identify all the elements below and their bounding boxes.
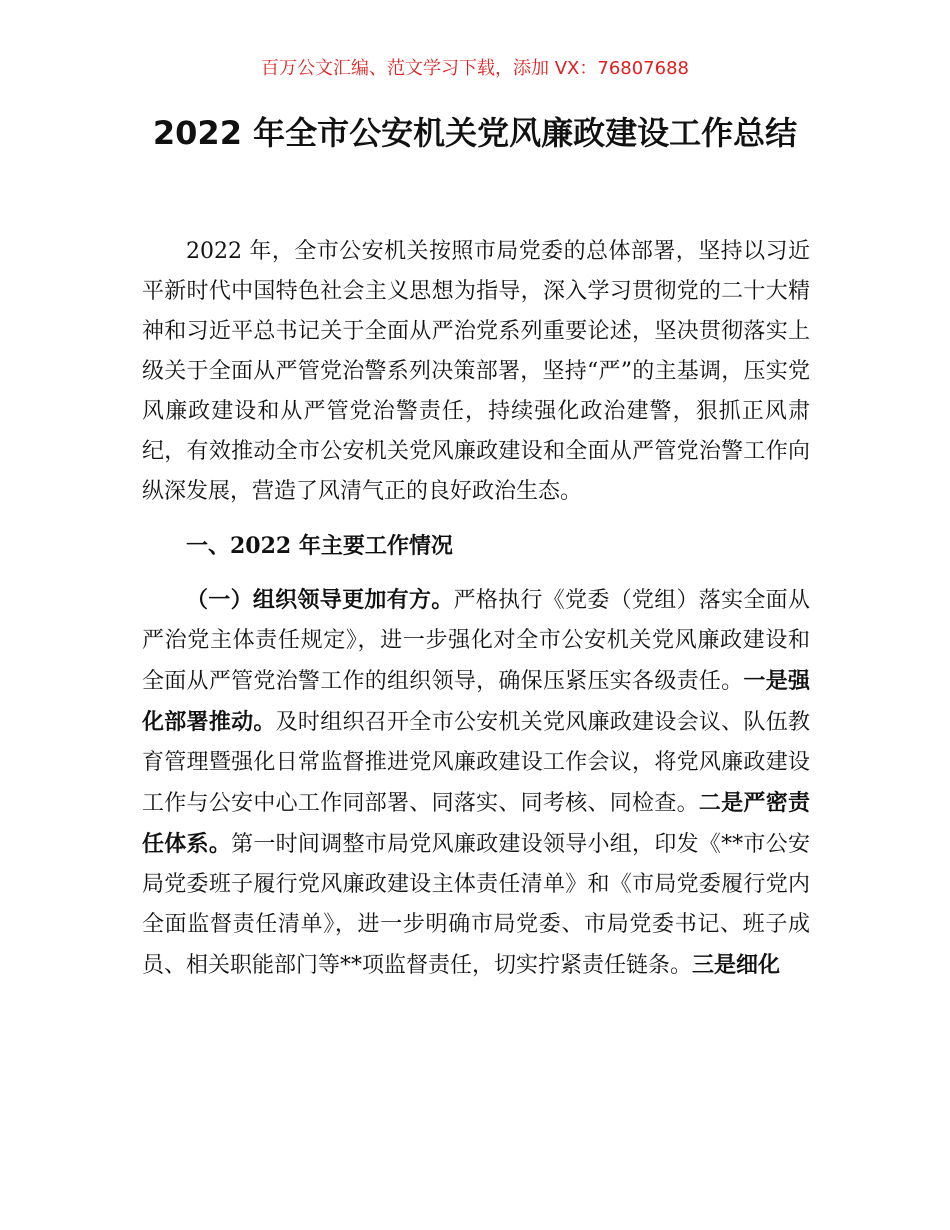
point-label: 三是细化 bbox=[692, 952, 781, 978]
subsection-text: 严格执行《党委（党组）落实全面从严治党主体责任规定》，进一步强化对全市公安机关党风廉政建设和全面从严管党治警工作的组织领导，确保压紧压实各级责任。 bbox=[142, 588, 810, 694]
intro-paragraph: 2022 年，全市公安机关按照市局党委的总体部署，坚持以习近平新时代中国特色社会主义思想为指导，深入学习贯彻党的二十大精神和习近平总书记关于全面从严治党系列重要论述，坚决贯彻落实上级关于全面从严管党治警系列决策部署，坚持“严”的主基调，压实党风廉政建设和从严管党治警责任，持续强化政治建警，狠抓正风肃纪，有效推动全市公安机关党风廉政建设和全面从严管党治警工作向纵深发展，营造了风清气正的良好政治生态。 bbox=[142, 239, 810, 504]
subsection-heading: （一）组织领导更加有方。 bbox=[186, 587, 454, 613]
point-text: 第一时间调整市局党风廉政建设领导小组，印发《**市公安局党委班子履行党风廉政建设主体责任清单》和《市局党委履行党内全面监督责任清单》，进一步明确市局党委、市局党委书记、班子成员、相关职能部门等**项监督责任，切实拧紧责任链条。 bbox=[142, 832, 810, 978]
point-label: 二是严密责任体系。 bbox=[142, 790, 810, 857]
point-label: 一是强化部署推动。 bbox=[142, 668, 810, 735]
subsection-paragraph bbox=[142, 580, 810, 986]
document-title: 2022 年全市公安机关党风廉政建设工作总结 bbox=[152, 114, 798, 152]
section-heading: 一、2022 年主要工作情况 bbox=[186, 533, 453, 559]
point-text: 及时组织召开全市公安机关党风廉政建设会议、队伍教育管理暨强化日常监督推进党风廉政建设工作会议，将党风廉政建设工作与公安中心工作同部署、同落实、同考核、同检查。 bbox=[142, 710, 810, 816]
download-banner: 百万公文汇编、范文学习下载，添加 VX：76807688 bbox=[261, 58, 689, 79]
document-body bbox=[142, 232, 810, 986]
